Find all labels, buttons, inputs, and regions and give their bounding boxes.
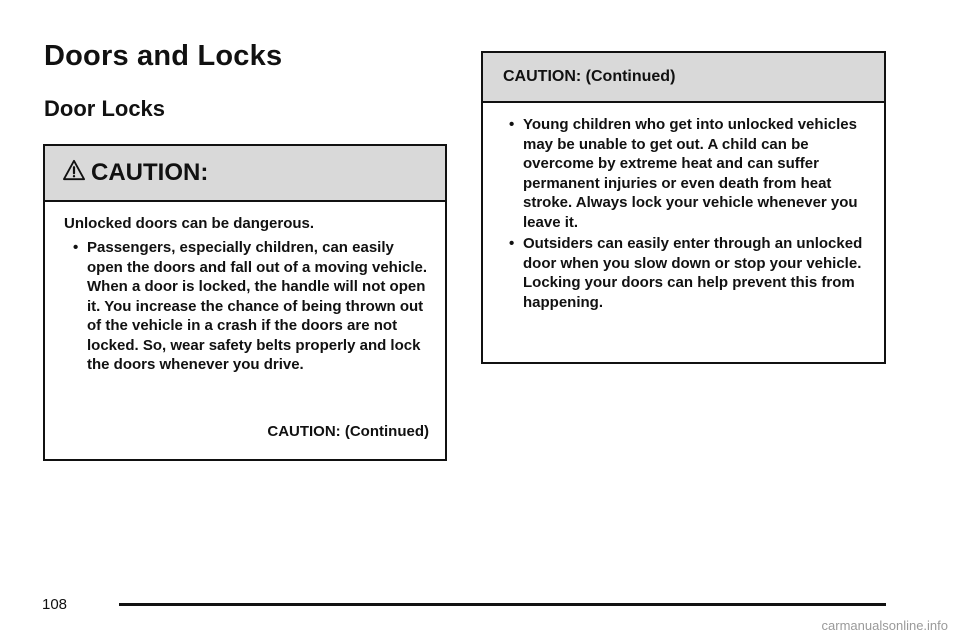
- bullet-text: Outsiders can easily enter through an unlocked door when you slow down or stop your vehicle. Locking your doors can help prevent this from happening.: [523, 235, 863, 311]
- list-item: [509, 234, 869, 312]
- watermark: carmanualsonline.info: [821, 618, 948, 633]
- bullet-icon: •: [509, 235, 515, 252]
- caution-heading-right: CAUTION: (Continued): [503, 68, 676, 85]
- page-title: Doors and Locks: [44, 40, 283, 72]
- caution-heading-left: CAUTION:: [91, 159, 209, 186]
- section-title: Door Locks: [44, 96, 166, 121]
- bullet-text: Passengers, especially children, can easily open the doors and fall out of a moving vehicle. When a door is locked, the handle will not open it. You increase the chance of being thrown out of the vehicle in a crash if the doors are not locked. So, wear safety belts properly and lock the doors whenever you drive.: [87, 239, 428, 373]
- caution-intro: Unlocked doors can be dangerous.: [64, 215, 315, 232]
- caution-bullets-right: [509, 115, 869, 314]
- list-item: [509, 115, 869, 232]
- bullet-icon: •: [73, 239, 79, 256]
- caution-continued-label: CAUTION: (Continued): [267, 423, 429, 440]
- caution-box-right: [481, 51, 886, 364]
- warning-triangle-icon: [63, 159, 85, 181]
- caution-header-left: [45, 146, 445, 202]
- caution-box-left: [43, 144, 447, 461]
- footer-rule: [119, 603, 886, 606]
- page-number: 108: [42, 596, 68, 613]
- caution-header-right: [483, 53, 884, 103]
- bullet-text: Young children who get into unlocked vehicles may be unable to get out. A child can be overcome by extreme heat and can suffer permanent injuries or even death from heat stroke. Always lock your vehicle whenever you leave it.: [523, 116, 858, 231]
- caution-bullets-left: [73, 238, 433, 377]
- bullet-icon: •: [509, 116, 515, 133]
- list-item: [73, 238, 433, 375]
